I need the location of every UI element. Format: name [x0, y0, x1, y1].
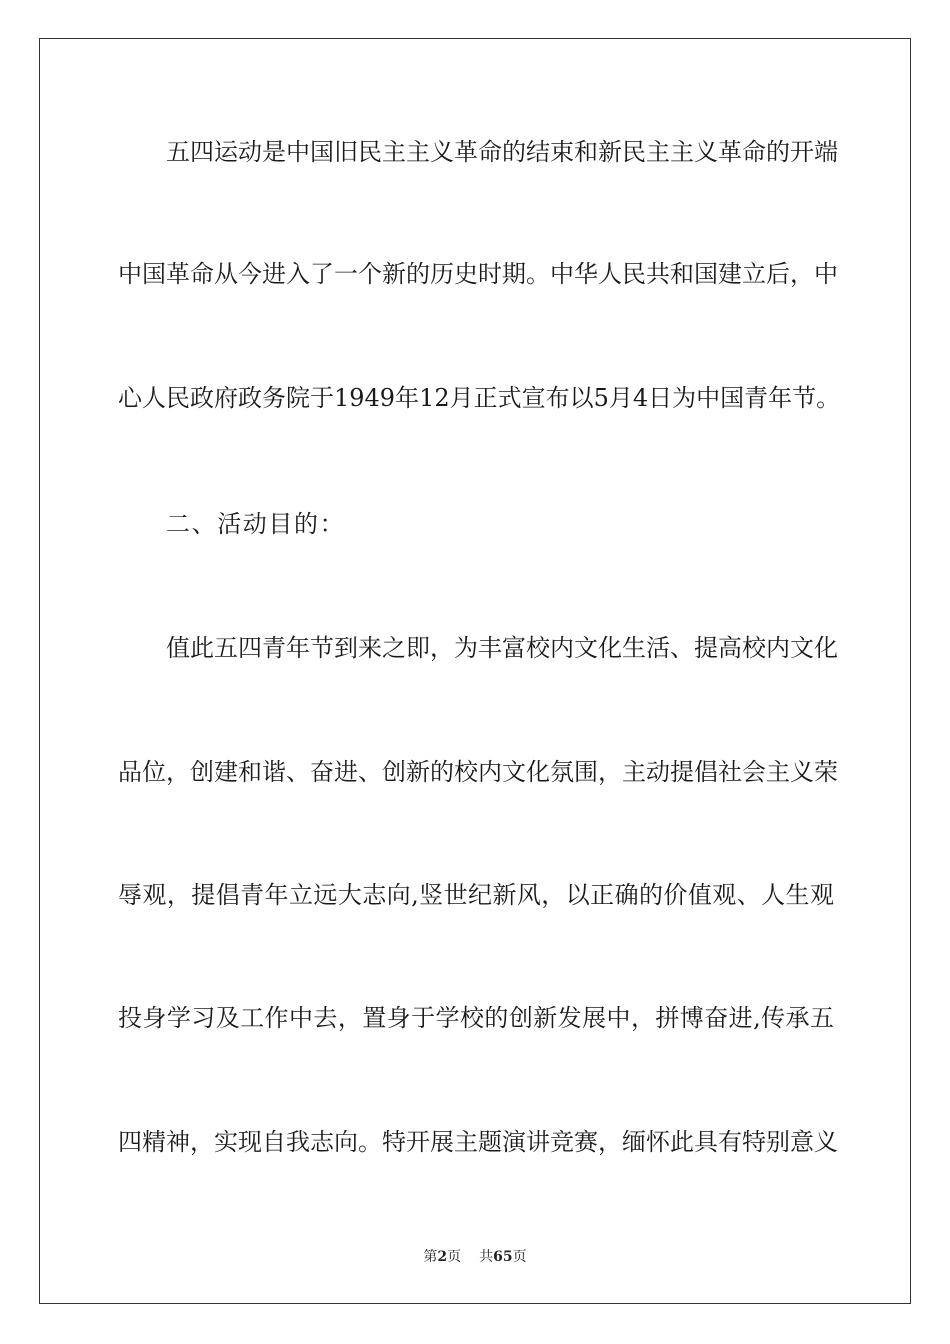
page-number: 2	[437, 1249, 448, 1265]
page-suffix: 页	[447, 1249, 462, 1265]
paragraph-line-2: 中国革命从今进入了一个新的历史时期。中华人民共和国建立后，中	[118, 260, 838, 288]
paragraph-line-3: 心人民政府政务院于1949年12月正式宣布以5月4日为中国青年节。	[118, 384, 841, 412]
page-footer	[0, 1248, 950, 1266]
total-prefix: 共	[479, 1249, 494, 1265]
paragraph-line-5: 值此五四青年节到来之即，为丰富校内文化生活、提高校内文化	[166, 634, 838, 662]
section-heading: 二、活动目的：	[166, 510, 346, 538]
paragraph-line-9: 四精神，实现自我志向。特开展主题演讲竞赛，缅怀此具有特别意义	[118, 1128, 838, 1156]
total-pages: 65	[493, 1249, 513, 1265]
paragraph-line-8: 投身学习及工作中去，置身于学校的创新发展中，拼博奋进,传承五	[118, 1004, 834, 1032]
total-suffix: 页	[512, 1249, 527, 1265]
paragraph-line-6: 品位，创建和谐、奋进、创新的校内文化氛围，主动提倡社会主义荣	[118, 758, 838, 786]
paragraph-line-1: 五四运动是中国旧民主主义革命的结束和新民主主义革命的开端	[166, 138, 838, 166]
page-frame	[39, 38, 911, 1304]
page-prefix: 第	[423, 1249, 438, 1265]
paragraph-line-7: 辱观，提倡青年立远大志向,竖世纪新风，以正确的价值观、人生观	[118, 881, 834, 909]
